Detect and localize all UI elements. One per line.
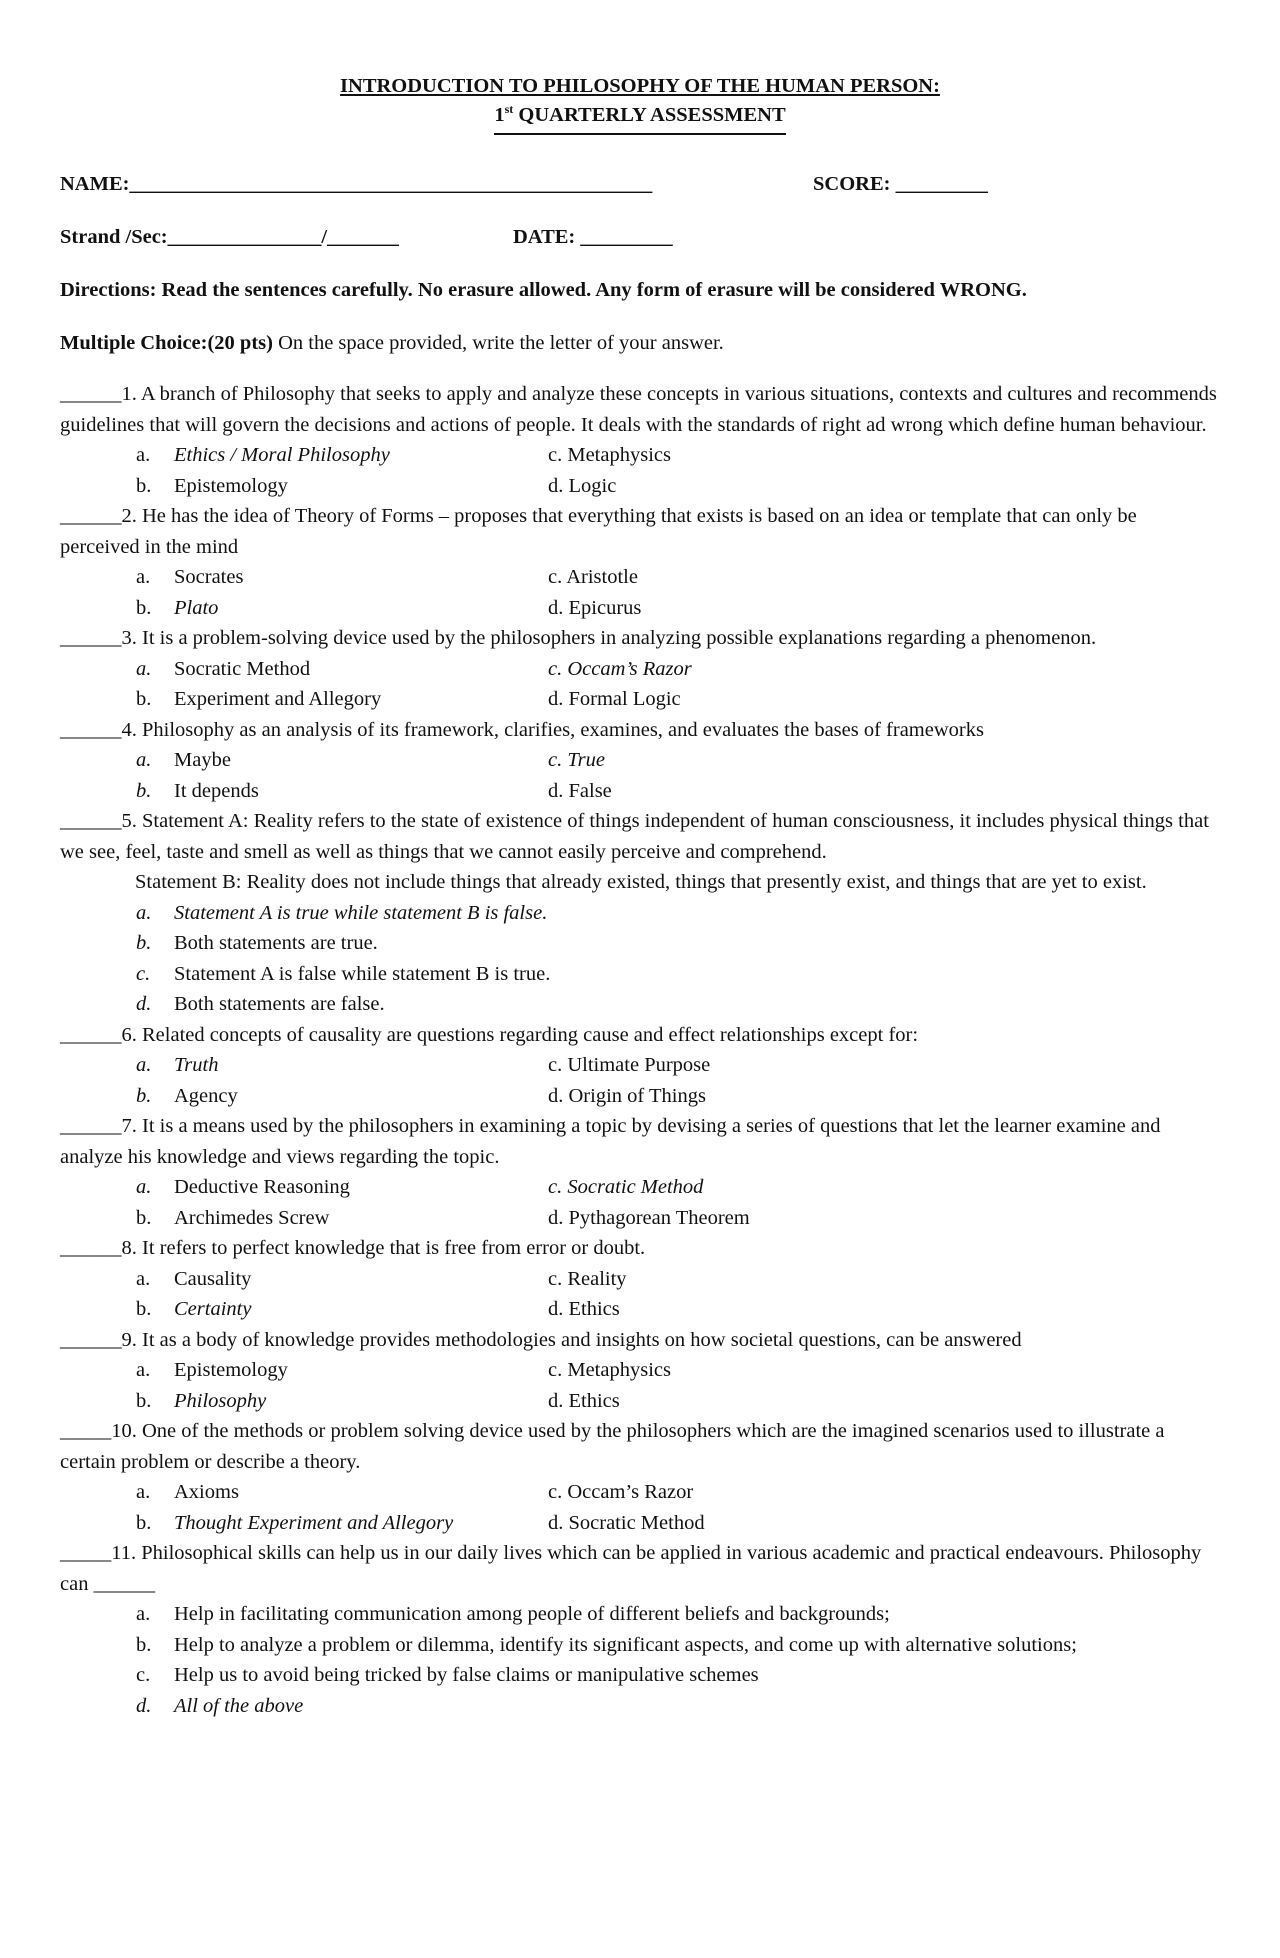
option-text: c. Metaphysics [548, 1359, 671, 1381]
question-text: ______1. A branch of Philosophy that seeks to apply and analyze these concepts in various situations, contexts and cultures and recommends guidelines that will govern the decisions and actions of people. It deals with the standards of right ad wrong which define human behaviour. [60, 383, 1217, 436]
answer-options [136, 654, 1220, 715]
option-b[interactable] [136, 471, 548, 502]
option-text: d. Logic [548, 474, 617, 497]
option-a[interactable] [136, 562, 548, 593]
option-letter: a. [136, 444, 151, 466]
option-a[interactable] [136, 898, 1220, 929]
option-b[interactable] [136, 1081, 548, 1112]
answer-options [136, 1050, 1220, 1111]
document-title [60, 72, 1220, 135]
option-text: d. False [548, 779, 612, 802]
option-text: d. Ethics [548, 1389, 620, 1412]
option-letter: a. [136, 901, 152, 924]
option-b[interactable] [136, 776, 548, 807]
option-c[interactable] [548, 654, 948, 685]
answer-options [136, 1477, 1220, 1538]
date-field[interactable]: DATE: _________ [513, 226, 673, 248]
question-text: ______9. It as a body of knowledge provides methodologies and insights on how societal questions, can be answered [60, 1328, 1022, 1351]
option-text: c. Metaphysics [548, 444, 671, 466]
option-letter: b. [136, 779, 152, 802]
option-b[interactable] [136, 1386, 548, 1417]
option-text: d. Origin of Things [548, 1084, 706, 1107]
option-text: Certainty [174, 1298, 252, 1320]
strand-section-field[interactable]: Strand /Sec:_______________/_______ [60, 226, 399, 248]
question-8 [60, 1233, 1220, 1325]
option-a[interactable] [136, 1477, 548, 1508]
question-text: ______4. Philosophy as an analysis of its framework, clarifies, examines, and evaluates the bases of frameworks [60, 718, 984, 741]
option-text: Axioms [174, 1481, 239, 1503]
multiple-choice-instruction: On the space provided, write the letter of your answer. [272, 331, 724, 354]
option-letter: b. [136, 932, 152, 954]
option-text: Statement A is true while statement B is false. [174, 901, 548, 924]
option-text: d. Pythagorean Theorem [548, 1206, 750, 1229]
question-text: ______8. It refers to perfect knowledge that is free from error or doubt. [60, 1237, 646, 1259]
option-d[interactable] [548, 776, 948, 807]
option-text: It depends [174, 779, 259, 802]
option-b[interactable] [136, 1508, 548, 1539]
option-c[interactable] [548, 1355, 948, 1386]
option-b[interactable] [136, 1203, 548, 1234]
option-text: Help in facilitating communication among people of different beliefs and backgrounds; [174, 1603, 890, 1625]
option-c[interactable] [548, 1264, 948, 1295]
option-text: c. Aristotle [548, 566, 638, 588]
question-5 [60, 806, 1220, 1020]
option-a[interactable] [136, 745, 548, 776]
option-text: c. Socratic Method [548, 1176, 704, 1198]
option-letter: a. [136, 1054, 152, 1076]
question-10 [60, 1416, 1220, 1538]
option-b[interactable] [136, 928, 1220, 959]
option-a[interactable] [136, 1050, 548, 1081]
question-4 [60, 715, 1220, 807]
option-text: Maybe [174, 749, 231, 771]
question-text: ______7. It is a means used by the philosophers in examining a topic by devising a series of questions that let the learner examine and analyze his knowledge and views regarding the topic. [60, 1115, 1161, 1168]
option-a[interactable] [136, 1355, 548, 1386]
title-ordinal-suffix: st [504, 102, 514, 117]
option-letter: d. [136, 1694, 152, 1717]
score-field[interactable]: SCORE: _________ [813, 173, 988, 195]
answer-options [136, 1172, 1220, 1233]
option-text: Causality [174, 1267, 252, 1290]
option-d[interactable] [136, 1691, 1220, 1722]
title-line-1: INTRODUCTION TO PHILOSOPHY OF THE HUMAN PERSON: [340, 75, 940, 97]
option-text: Agency [174, 1084, 238, 1107]
option-letter: b. [136, 1084, 152, 1107]
option-letter: c. [136, 962, 151, 985]
option-text: Help to analyze a problem or dilemma, identify its significant aspects, and come up with alternative solutions; [174, 1633, 1077, 1656]
option-letter: a. [136, 1603, 151, 1625]
option-b[interactable] [136, 684, 548, 715]
option-letter: b. [136, 596, 152, 619]
option-letter: b. [136, 1298, 152, 1320]
question-text: _____11. Philosophical skills can help us in our daily lives which can be applied in various academic and practical endeavours. Philosophy can ______ [60, 1542, 1202, 1595]
name-score-row [60, 169, 1220, 199]
question-11 [60, 1538, 1220, 1721]
option-c[interactable] [548, 440, 948, 471]
option-text: Both statements are false. [174, 993, 385, 1015]
option-text: d. Socratic Method [548, 1511, 705, 1534]
title-line-2 [494, 101, 785, 135]
option-letter: a. [136, 657, 152, 680]
option-text: Help us to avoid being tricked by false claims or manipulative schemes [174, 1664, 759, 1686]
option-b[interactable] [136, 593, 548, 624]
option-letter: b. [136, 1633, 152, 1656]
option-letter: a. [136, 749, 152, 771]
option-a[interactable] [136, 1599, 1220, 1630]
question-9 [60, 1325, 1220, 1417]
option-text: c. True [548, 749, 605, 771]
option-text: Ethics / Moral Philosophy [174, 444, 390, 466]
option-letter: d. [136, 993, 152, 1015]
option-d[interactable] [548, 1294, 948, 1325]
option-c[interactable] [136, 959, 1220, 990]
option-letter: a. [136, 1359, 151, 1381]
option-letter: b. [136, 474, 152, 497]
option-d[interactable] [548, 471, 948, 502]
option-c[interactable] [136, 1660, 1220, 1691]
answer-options [136, 562, 1220, 623]
answer-options [136, 745, 1220, 806]
option-text: Socratic Method [174, 657, 311, 680]
option-a[interactable] [136, 654, 548, 685]
option-text: Philosophy [174, 1389, 267, 1412]
option-text: Experiment and Allegory [174, 688, 382, 710]
question-text: ______3. It is a problem-solving device used by the philosophers in analyzing possible explanations regarding a phenomenon. [60, 627, 1097, 649]
question-text: ______5. Statement A: Reality refers to the state of existence of things independent of human consciousness, it includes physical things that we see, feel, taste and smell as well as things that we cannot easily perceive and comprehend. [60, 810, 1209, 863]
option-letter: a. [136, 566, 151, 588]
option-c[interactable] [548, 745, 948, 776]
title-ordinal-number: 1 [494, 104, 505, 126]
multiple-choice-label: Multiple Choice:(20 pts) [60, 331, 273, 354]
question-text: ______2. He has the idea of Theory of Forms – proposes that everything that exists is based on an idea or template that can only be perceived in the mind [60, 505, 1137, 558]
name-field[interactable]: NAME:___________________________________________________ [60, 173, 653, 195]
option-text: c. Occam’s Razor [548, 1481, 694, 1503]
question-text: _____10. One of the methods or problem solving device used by the philosophers which are the imagined scenarios used to illustrate a certain problem or describe a theory. [60, 1420, 1165, 1473]
option-letter: b. [136, 1389, 152, 1412]
option-a[interactable] [136, 1264, 548, 1295]
answer-options [136, 1599, 1220, 1721]
option-c[interactable] [548, 1050, 948, 1081]
option-a[interactable] [136, 1172, 548, 1203]
option-c[interactable] [548, 562, 948, 593]
option-text: Archimedes Screw [174, 1206, 330, 1229]
option-d[interactable] [548, 593, 948, 624]
option-letter: b. [136, 1511, 152, 1534]
question-6 [60, 1020, 1220, 1112]
strand-date-row [60, 222, 1220, 252]
directions: Directions: Read the sentences carefully. No erasure allowed. Any form of erasure will be considered WRONG. [60, 279, 1027, 301]
question-3 [60, 623, 1220, 715]
answer-options [136, 440, 1220, 501]
option-text: Thought Experiment and Allegory [174, 1511, 454, 1534]
option-a[interactable] [136, 440, 548, 471]
option-text: Both statements are true. [174, 932, 378, 954]
option-letter: a. [136, 1481, 151, 1503]
option-d[interactable] [548, 1081, 948, 1112]
answer-options [136, 1264, 1220, 1325]
option-text: d. Ethics [548, 1298, 620, 1320]
option-letter: a. [136, 1267, 151, 1290]
answer-options [136, 898, 1220, 1020]
option-text: d. Formal Logic [548, 688, 681, 710]
option-d[interactable] [548, 684, 948, 715]
option-text: Epistemology [174, 1359, 288, 1381]
option-text: d. Epicurus [548, 596, 642, 619]
option-text: Epistemology [174, 474, 288, 497]
option-text: Socrates [174, 566, 244, 588]
option-d[interactable] [136, 989, 1220, 1020]
option-text: c. Ultimate Purpose [548, 1054, 711, 1076]
question-7 [60, 1111, 1220, 1233]
option-letter: c. [136, 1664, 151, 1686]
question-list [60, 379, 1220, 1721]
option-text: Deductive Reasoning [174, 1176, 350, 1198]
option-d[interactable] [548, 1386, 948, 1417]
option-text: c. Reality [548, 1267, 627, 1290]
option-letter: b. [136, 688, 152, 710]
option-text: c. Occam’s Razor [548, 657, 692, 680]
option-text: Truth [174, 1054, 219, 1076]
option-c[interactable] [548, 1477, 948, 1508]
question-text: ______6. Related concepts of causality are questions regarding cause and effect relationships except for: [60, 1023, 919, 1046]
option-d[interactable] [548, 1203, 948, 1234]
option-text: All of the above [174, 1694, 304, 1717]
option-letter: a. [136, 1176, 152, 1198]
statement-b: Statement B: Reality does not include things that already existed, things that presently exist, and things that are yet to exist. [135, 871, 1147, 893]
option-d[interactable] [548, 1508, 948, 1539]
multiple-choice-instructions [60, 328, 1220, 359]
question-1 [60, 379, 1220, 501]
question-2 [60, 501, 1220, 623]
answer-options [136, 1355, 1220, 1416]
option-c[interactable] [548, 1172, 948, 1203]
title-line-2-text: QUARTERLY ASSESSMENT [513, 104, 786, 126]
option-b[interactable] [136, 1294, 548, 1325]
option-letter: b. [136, 1206, 152, 1229]
option-text: Statement A is false while statement B is true. [174, 962, 551, 985]
option-text: Plato [174, 596, 219, 619]
option-b[interactable] [136, 1630, 1220, 1661]
